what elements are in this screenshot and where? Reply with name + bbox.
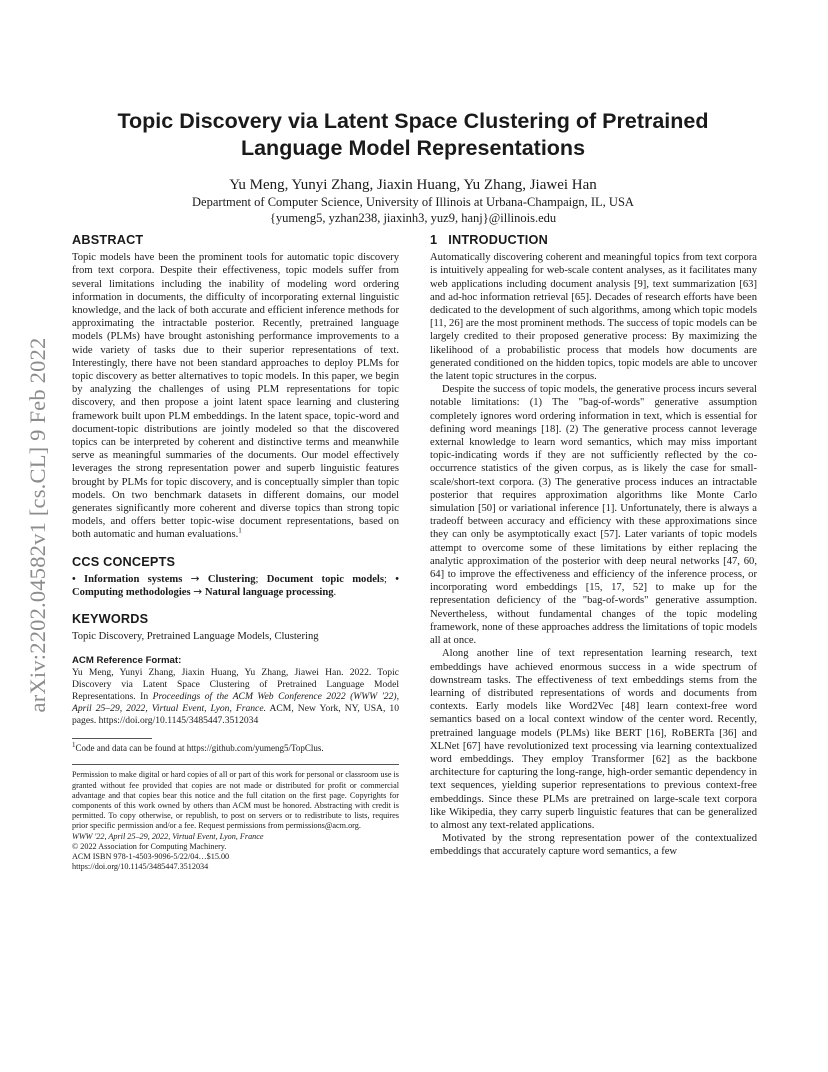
right-column	[430, 234, 757, 859]
ccs-item-computing-methodologies: Computing methodologies	[72, 587, 191, 599]
arxiv-sidebar-stamp	[20, 290, 56, 760]
footnote-text[interactable]: Code and data can be found at https://github.com/yumeng5/TopClus.	[75, 743, 324, 754]
ccs-bullet: •	[395, 573, 399, 585]
introduction-heading	[430, 234, 757, 247]
acm-reference-heading: ACM Reference Format:	[72, 654, 182, 666]
permission-block	[72, 764, 399, 872]
ccs-separator: ;	[255, 573, 259, 585]
author-emails: {yumeng5, yzhan238, jiaxinh3, yuz9, hanj}@illinois.edu	[269, 211, 557, 225]
footnote-marker[interactable]: 1	[238, 526, 242, 535]
ccs-item-clustering: Clustering	[207, 573, 256, 585]
acm-reference-text	[72, 667, 399, 727]
intro-paragraph-2: Despite the success of topic models, the generative process incurs several notable limitations: (1) The "bag-of-words" generative assumption completely ignores word ordering information in text, which is essential for defining word meanings [18]. (2) The generative process cannot leverage external knowledge to learn word semantics, which may miss important topic-indicating words if they are not sufficiently reflected by the co-occurrence statistics of the given corpus, as is likely the case for small-scale/short-text corpora. (3) The generative process induces an intractable posterior that requires approximation algorithms like Monte Carlo simulation [50] or variational inference [1]. Unfortunately, there is always a tradeoff between accuracy and efficiency with these approximations since they can only be asymptotically exact [57]. Later variants of topic models attempt to overcome some of these limitations by either replacing the analytic approximation of the posterior with deep neural networks [47, 60, 64] to improve the effectiveness and efficiency of the inference process, or incorporating word embeddings [15, 17, 52] to make up for the representation deficiency of the "bag-of-words" generative assumption. Nevertheless, without fundamental changes of the topic modeling framework, none of these approaches address the limitations of topic models all at once.	[430, 384, 757, 647]
ccs-concepts-section	[72, 556, 399, 600]
ccs-arrow: →	[193, 586, 203, 599]
ccs-item-information-systems: Information systems	[84, 573, 183, 585]
ccs-item-document-topic-models: Document topic models	[266, 573, 384, 585]
paper-title	[70, 108, 756, 162]
intro-paragraph-1: Automatically discovering coherent and meaningful topics from text corpora is intuitively appealing for web-scale content analyses, as it facilitates many web applications including document analysis [9], text summarization [63] and ad-hoc information retrieval [65]. Decades of research efforts have been dedicated to the development of such algorithms, among which topic models [11, 26] are the most prominent methods. The success of topic models can be largely credited to their proposed generative process: By maximizing the likelihood of a probabilistic process that models how documents are generated conditioned on the hidden topics, topic models are able to uncover the latent topic structures in the corpus.	[430, 252, 757, 383]
title-line-2: Language Model Representations	[240, 136, 586, 160]
acm-reference-doi[interactable]: ACM, New York, NY, USA, 10 pages. https://doi.org/10.1145/3485447.3512034	[72, 702, 399, 726]
keywords-section	[72, 613, 399, 643]
ccs-end: .	[333, 587, 337, 599]
section-number: 1	[430, 233, 438, 247]
ccs-heading: CCS CONCEPTS	[72, 554, 176, 569]
arxiv-identifier: arXiv:2202.04582v1 [cs.CL] 9 Feb 2022	[25, 337, 50, 713]
ccs-text	[72, 573, 399, 599]
ccs-item-nlp: Natural language processing	[204, 587, 334, 599]
footnote	[72, 743, 392, 754]
ccs-arrow: →	[190, 572, 200, 585]
abstract-text	[72, 251, 399, 541]
intro-paragraph-4: Motivated by the strong representation power of the contextualized embeddings that accurately capture word semantics, a few	[430, 833, 757, 858]
abstract-section	[72, 234, 399, 542]
acm-reference-authors: Yu Meng, Yunyi Zhang, Jiaxin Huang, Yu Zhang, Jiawei Han. 2022. Topic Discovery via Latent Space Clustering of Pretrained Language Model Representations. In	[72, 666, 399, 702]
keywords-heading: KEYWORDS	[72, 612, 149, 627]
doi-link[interactable]: https://doi.org/10.1145/3485447.3512034	[72, 862, 209, 872]
abstract-heading: ABSTRACT	[72, 233, 144, 247]
ccs-bullet: •	[72, 573, 76, 585]
abstract-body: Topic models have been the prominent tools for automatic topic discovery from text corpora. Despite their effectiveness, topic models suffer from several limitations including the inability of modeling word ordering information in documents, the difficulty of incorporating external linguistic knowledge, and the lack of both accurate and efficient inference methods for approximating the intractable posterior. Recently, pretrained language models (PLMs) have brought astonishing performance improvements to a wide variety of tasks due to their superior representations of text. Interestingly, there have not been standard approaches to deploy PLMs for topic discovery as better alternatives to topic models. In this paper, we begin by analyzing the challenges of using PLM representations for topic discovery, and then propose a joint latent space learning and clustering framework built upon PLM embeddings. In the latent space, topic-word and document-topic distributions are jointly modeled so that the discovered topics can be interpreted by coherent and distinctive terms and meanwhile serve as meaningful summaries of the documents. Our model effectively leverages the strong representation power and superb linguistic features brought by PLMs for topic discovery, and is conceptually simpler than topic models. On two benchmark datasets in different domains, our model generates significantly more coherent and diverse topics than strong topic models, and offers better topic-wise document representations, based on both automatic and human evaluations.	[72, 252, 399, 541]
title-line-1: Topic Discovery via Latent Space Clustering of Pretrained	[117, 109, 709, 133]
permission-text: Permission to make digital or hard copies of all or part of this work for personal or classroom use is granted without fee provided that copies are not made or distributed for profit or commercial advantage and that copies bear this notice and the full citation on the first page. Copyrights for components of this work owned by others than ACM must be honored. Abstracting with credit is permitted. To copy otherwise, or republish, to post on servers or to redistribute to lists, requires prior specific permission and/or a fee. Request permissions from permissions@acm.org.	[72, 770, 399, 831]
conference-line: WWW '22, April 25–29, 2022, Virtual Event, Lyon, France	[72, 831, 264, 841]
ccs-separator: ;	[384, 573, 387, 585]
acm-reference-venue: Proceedings of the ACM Web Conference 2022 (WWW '22), April 25–29, 2022, Virtual Event, Lyon, France.	[72, 690, 399, 714]
copyright-line: © 2022 Association for Computing Machinery.	[72, 841, 227, 851]
footnote-number: 1	[72, 741, 76, 750]
acm-reference-section	[72, 654, 399, 727]
left-column	[72, 234, 399, 872]
isbn-line: ACM ISBN 978-1-4503-9096-5/22/04…$15.00	[72, 852, 230, 862]
keywords-text: Topic Discovery, Pretrained Language Models, Clustering	[72, 631, 319, 643]
affiliation: Department of Computer Science, University of Illinois at Urbana-Champaign, IL, USA	[192, 195, 634, 209]
section-title: INTRODUCTION	[448, 233, 548, 247]
intro-paragraph-3: Along another line of text representation learning research, text embeddings have achieved enormous success in a wide spectrum of downstream tasks. The effectiveness of text embeddings stems from the learning of distributed representations of words and documents from contexts. Early models like Word2Vec [48] learn context-free word semantics based on a local context window of the center word. Recently, pretrained language models (PLMs) like BERT [16], RoBERTa [36] and XLNet [67] have revolutionized text processing via learning contextualized word embeddings. They employ Transformer [62] as the backbone architecture for capturing the long-range, high-order semantic dependency in text sequences, yielding superior representations to previous context-free embeddings. Since these PLMs are pretrained on large-scale text corpora like Wikipedia, they carry superb linguistic features that can be generalized to almost any text-related applications.	[430, 648, 757, 831]
author-list: Yu Meng, Yunyi Zhang, Jiaxin Huang, Yu Zhang, Jiawei Han	[229, 177, 597, 193]
introduction-section	[430, 234, 757, 859]
